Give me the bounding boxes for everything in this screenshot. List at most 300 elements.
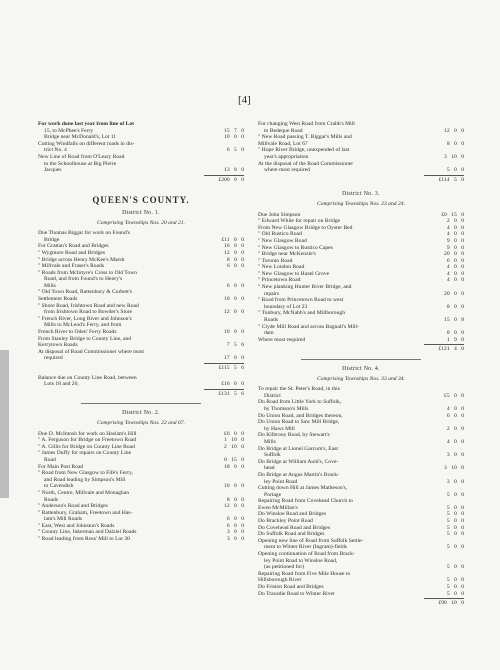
entry-text: Suffolk	[264, 452, 281, 459]
entry-amount: 5 0 0	[446, 564, 464, 571]
entry-amount: 8 0 0	[226, 256, 244, 263]
entry-text: repairs	[264, 290, 280, 297]
entry-amount: 5 0 0	[446, 577, 464, 584]
entry-text: Opening new line of Road from Suffolk Settle-	[258, 537, 364, 544]
entry-row	[38, 450, 244, 457]
entry-amount: 0 15 0	[224, 456, 244, 463]
entry-row	[258, 238, 464, 245]
district-1-total-row	[38, 391, 244, 398]
entry-text: Do Kilbrony Road, by Stewart's	[258, 432, 330, 439]
entry-text: Cutting Windfalls on different roads in dis-	[38, 140, 135, 147]
entry-row	[38, 490, 244, 497]
entry-row	[38, 121, 244, 128]
entry-text: " New planking Hunter River Bridge, and	[258, 284, 352, 291]
entry-text: Do Friston Road and Bridges	[258, 584, 324, 590]
entry-amount: 5 0 0	[446, 491, 464, 498]
district-2-title: District No. 2.	[122, 410, 160, 417]
entry-text: " Rattenbury, Graham, Freetown and Has-	[38, 509, 133, 516]
entry-row	[38, 431, 244, 438]
entry-amount: 7 5 6	[226, 342, 244, 349]
entry-row	[258, 531, 464, 538]
entry-row	[38, 303, 244, 310]
entry-row	[38, 263, 244, 270]
entry-amount: 2 10 0	[224, 443, 244, 450]
total-rule	[424, 344, 464, 345]
entry-text: " Road from Princetown Road to west	[258, 297, 344, 304]
entry-row	[38, 237, 244, 244]
entry-amount: 6 0 0	[226, 263, 244, 270]
entry-row	[258, 337, 464, 344]
entry-row	[258, 544, 464, 551]
entry-row	[258, 564, 464, 571]
entry-row	[38, 477, 244, 484]
entry-text: head	[264, 465, 275, 472]
entry-text: Bridge	[44, 236, 60, 243]
entry-row	[258, 154, 464, 161]
entry-amount: 3 10 0	[444, 465, 464, 472]
county-heading: QUEEN'S COUNTY.	[92, 195, 190, 206]
district-1-balance-text: Balance due on County Line Road, between	[38, 374, 137, 381]
entry-text: Do Tracadie Road to Winter River	[258, 590, 335, 597]
entry-amount: 5 0 0	[446, 511, 464, 518]
entry-amount: 6 0 0	[226, 522, 244, 529]
entry-text: " Millvale and Fraser's Roads	[38, 263, 105, 270]
district-1-subtitle: Comprising Townships Nos. 20 and 21.	[97, 219, 185, 226]
entry-row	[38, 167, 244, 174]
entry-row	[258, 218, 464, 225]
entry-text: Road, and from Found's to Henry's	[44, 276, 123, 283]
entry-row	[258, 147, 464, 154]
entry-text: Repairing Road from Covehead Church to	[258, 498, 353, 505]
district-3-total: £121 4 0	[438, 346, 464, 353]
entry-text: Opening continuation of Road from Brack-	[258, 551, 355, 558]
entry-row	[258, 413, 464, 420]
district-1-balance-text2: Lots 18 and 20,	[44, 381, 79, 388]
entry-amount: 8 0 0	[446, 140, 464, 147]
entry-row	[38, 296, 244, 303]
entry-row	[38, 250, 244, 257]
entry-text: lam's Mill Roads	[44, 516, 82, 523]
section-divider	[81, 403, 201, 404]
entry-row	[38, 510, 244, 517]
entry-row	[38, 329, 244, 336]
entry-text: " New Glasgow to Rustico Capes	[258, 244, 333, 251]
right-column	[258, 121, 464, 607]
entry-text: " Old Rustico Road	[258, 231, 302, 238]
entry-row	[38, 349, 244, 356]
entry-row	[258, 264, 464, 271]
entry-text: dam	[264, 330, 274, 337]
entry-amount: 5 0 0	[446, 504, 464, 511]
entry-row	[258, 271, 464, 278]
total-rule	[204, 389, 244, 390]
entry-row	[258, 452, 464, 459]
entry-text: boundary of Lot 23	[264, 303, 308, 310]
entry-row	[258, 291, 464, 298]
entry-amount: 6 0 0	[446, 412, 464, 419]
entry-text: Do Bridge at Angus Martin's Brack-	[258, 471, 340, 478]
entry-row	[38, 309, 244, 316]
entry-text: Hillsborough River	[258, 577, 302, 584]
entry-amount: 4 0 0	[446, 277, 464, 284]
entry-amount: 6 5 0	[226, 147, 244, 154]
entry-amount: 6 0 0	[446, 257, 464, 264]
entry-row	[258, 538, 464, 545]
entry-row	[38, 141, 244, 148]
entry-text: French River to Oden' Ferry Roads	[38, 329, 117, 336]
right-top-total-row	[258, 177, 464, 184]
entry-row	[38, 161, 244, 168]
entry-amount: 3 0 0	[446, 478, 464, 485]
entry-text: Do Union Road, and Bridges thereon,	[258, 412, 343, 419]
entry-row	[258, 231, 464, 238]
total-rule	[424, 598, 464, 599]
entry-amount: 4 0 0	[446, 438, 464, 445]
entry-amount: 5 0 0	[446, 590, 464, 597]
entry-amount: 15 7 0	[224, 127, 244, 134]
entry-text: Kerrytown Roads	[38, 342, 78, 349]
entry-text: To repair the St. Peter's Road, in this	[258, 386, 340, 393]
entry-amount: 6 0 0	[226, 516, 244, 523]
entry-row	[258, 393, 464, 400]
entry-row	[258, 479, 464, 486]
entry-text: " Road from New Glasgow to Fife's Ferry,	[38, 470, 133, 477]
entry-text: Where most required	[258, 336, 306, 343]
entry-row	[258, 498, 464, 505]
entry-row	[258, 284, 464, 291]
entry-amount: 20 0 0	[444, 251, 464, 258]
entry-text: Due Thomas Biggar for work on Found's	[38, 230, 130, 237]
entry-row	[38, 503, 244, 510]
entry-text: required	[44, 355, 63, 362]
total-rule	[424, 175, 464, 176]
entry-text: ley Point Road to Winsloe Road,	[264, 557, 338, 564]
district-4-entries	[258, 386, 464, 597]
entry-amount: 8 0 0	[446, 330, 464, 337]
entry-row	[38, 437, 244, 444]
entry-row	[38, 483, 244, 490]
entry-row	[258, 419, 464, 426]
entry-text: Do Covehead Road and Bridges	[258, 524, 331, 531]
entry-row	[38, 457, 244, 464]
entry-amount: 5 0 0	[446, 584, 464, 590]
entry-text: Road	[44, 456, 56, 463]
entry-row	[258, 225, 464, 232]
entry-amount: 4 0 0	[446, 224, 464, 231]
entry-row	[38, 289, 244, 296]
entry-row	[38, 316, 244, 323]
district-1-total: £131 5 6	[218, 390, 244, 397]
entry-amount: 3 0 0	[226, 536, 244, 543]
entry-text: Do Union Road to Saw Mill Bridge,	[258, 419, 340, 426]
entry-row	[38, 257, 244, 264]
entry-amount: 1 10 0	[224, 437, 244, 444]
entry-row	[258, 459, 464, 466]
entry-row	[38, 355, 244, 362]
entry-text: " A. Ferguson for Bridge on Freetown Road	[38, 437, 137, 444]
district-3-entries	[258, 212, 464, 344]
right-top-entries	[258, 121, 464, 174]
entry-text: Do Winsloe Road and Bridges	[258, 511, 327, 518]
entry-row	[258, 446, 464, 453]
entry-text: " Bridge across Henry McKee's Marsh	[38, 256, 125, 263]
entry-text: Do Brackley Point Road	[258, 518, 313, 525]
total-rule	[204, 175, 244, 176]
entry-text: Do Bridge at William Auld's, Cove-	[258, 458, 339, 465]
entry-text: to Cavendish	[44, 483, 74, 490]
entry-text: Mills	[44, 282, 56, 289]
entry-row	[258, 426, 464, 433]
entry-text: 15, to McPhee's Ferry	[44, 127, 94, 134]
entry-row	[38, 464, 244, 471]
entry-amount: 9 0 0	[446, 237, 464, 244]
entry-amount: 8 0 0	[226, 496, 244, 503]
entry-row	[258, 399, 464, 406]
entry-text: " East, West and Johnston's Roads	[38, 522, 115, 529]
entry-amount: £6 0 0	[224, 430, 244, 437]
entry-row	[258, 485, 464, 492]
entry-text: " James Duffy for repairs on County Line	[38, 450, 132, 457]
entry-text: Millvale Road, Lot 67	[258, 140, 308, 147]
entry-text: to Bedeque Road	[264, 127, 303, 134]
entry-text: " A. Gillis for Bridge on County Line Road	[38, 443, 135, 450]
binding-edge	[0, 350, 9, 498]
entry-text: " Tunbury, McNabb's and Millborough	[258, 310, 345, 317]
entry-row	[38, 270, 244, 277]
section-divider	[301, 359, 421, 360]
district-4-subtitle: Comprising Townships Nos. 33 and 34.	[317, 375, 405, 382]
entry-text: For Grattan's Road and Bridges	[38, 243, 109, 250]
entry-amount: 5 0 0	[446, 524, 464, 531]
entry-text: " Bridge near McKenzie's	[258, 251, 316, 258]
entry-row	[38, 529, 244, 536]
entry-text: from Irishtown Road to Bowder's Store	[44, 309, 133, 316]
entry-text: From Stanley Bridge to County Line, and	[38, 335, 132, 342]
entry-row	[38, 134, 244, 141]
entry-row	[258, 406, 464, 413]
entry-text: For work done last year from line of Lot	[38, 121, 135, 127]
entry-amount: 1 9 0	[446, 336, 464, 343]
entry-row	[258, 310, 464, 317]
entry-text: For Main Post Road	[38, 463, 84, 470]
district-1-balance-row	[38, 375, 244, 382]
entry-text: " Old Town Road, Rattenbury & Corbett's	[38, 289, 132, 296]
district-1-balance-row2	[38, 381, 244, 388]
entry-amount: 12 0 0	[444, 127, 464, 134]
entry-amount: 12 0 0	[224, 249, 244, 256]
entry-row	[258, 167, 464, 174]
entry-amount: 12 0 0	[224, 309, 244, 316]
entry-text: " New Glasgow to Hazel Grove	[258, 270, 330, 277]
entry-row	[38, 283, 244, 290]
entry-row	[258, 558, 464, 565]
entry-amount: £5 0 0	[444, 392, 464, 399]
entry-row	[258, 551, 464, 558]
entry-amount: 2 0 0	[446, 425, 464, 432]
right-top-total: £114 5 0	[438, 176, 464, 183]
entry-amount: 3 0 0	[226, 529, 244, 536]
district-1-subtotal: £115 5 6	[218, 365, 244, 371]
entry-text: " New London Road	[258, 264, 305, 271]
entry-amount: 3 10 0	[444, 153, 464, 160]
entry-text: At disposal of Road Commissioner where most	[38, 348, 144, 355]
left-top-entries	[38, 121, 244, 174]
entry-row	[258, 492, 464, 499]
entry-text: " North, Centre, Millvale and Monaghan	[38, 489, 129, 496]
entry-amount: 5 0 0	[446, 167, 464, 174]
entry-amount: 18 0 0	[224, 463, 244, 470]
entry-row	[258, 212, 464, 219]
entry-amount: 5 0 0	[446, 518, 464, 525]
entry-text: " New Road passing T. Biggar's Mills and	[258, 134, 352, 141]
entry-text: Roads	[44, 496, 58, 503]
entry-row	[258, 439, 464, 446]
entry-row	[258, 577, 464, 584]
entry-text: " County Line, Inkerman and Dalziel Roads	[38, 529, 137, 536]
entry-row	[258, 591, 464, 598]
entry-amount: 4 0 0	[446, 270, 464, 277]
entry-text: Do Suffolk Road and Bridges	[258, 531, 325, 538]
entry-row	[258, 584, 464, 591]
entry-text: Jacques	[44, 167, 62, 174]
entry-text: by Haws Mill	[264, 425, 295, 432]
entry-row	[38, 243, 244, 250]
entry-amount: 10 0 0	[224, 329, 244, 336]
entry-text: New Line of Road from O'Leary Road	[38, 153, 125, 160]
entry-amount: 10 0 0	[224, 483, 244, 490]
entry-text: by Thomson's Mills	[264, 405, 309, 412]
entry-text: " Princetown Road	[258, 277, 301, 284]
entry-row	[258, 134, 464, 141]
district-1-entries	[38, 230, 244, 362]
entry-text: year's appropriation	[264, 153, 309, 160]
entry-text: Due D. McIntosh for work on Haslam's Hill	[38, 430, 137, 437]
district-3-subtitle: Comprising Townships Nos. 23 and 24.	[317, 200, 405, 207]
entry-amount: 12 0 0	[224, 503, 244, 510]
left-top-total-row	[38, 177, 244, 184]
district-4-total-row	[258, 600, 464, 607]
entry-text: " Edward White for repair on Bridge	[258, 218, 341, 225]
entry-text: Due John Simpson	[258, 211, 301, 218]
entry-row	[258, 121, 464, 128]
entry-row	[258, 161, 464, 168]
total-rule	[204, 363, 244, 364]
entry-row	[258, 258, 464, 265]
entry-text: Bridge near McDonald's, Lot 11	[44, 134, 117, 141]
entry-row	[258, 472, 464, 479]
entry-row	[38, 154, 244, 161]
entry-text: From New Glasgow Bridge to Oyster Bed	[258, 224, 353, 231]
entry-row	[258, 304, 464, 311]
entry-row	[38, 497, 244, 504]
entry-text: Settlement Roads	[38, 296, 78, 303]
entry-row	[258, 277, 464, 284]
entry-text: and Road leading by Simpson's Mill	[44, 476, 126, 483]
entry-amount: 10 0 0	[224, 134, 244, 141]
entry-amount: £11 0 0	[221, 236, 244, 243]
entry-amount: 6 0 0	[226, 282, 244, 289]
entry-amount: 5 0 0	[446, 531, 464, 538]
entry-amount: 13 8 0	[224, 167, 244, 174]
entry-text: " Toronto Road	[258, 257, 293, 264]
entry-text: " Anderson's Road and Bridges	[38, 503, 108, 510]
entry-amount: 4 0 0	[446, 264, 464, 271]
entry-text: ment to Winter River (Ingram)-fields	[264, 544, 347, 551]
entry-row	[38, 336, 244, 343]
entry-text: " Roads from McIntyre's Cross to Old Town	[38, 269, 137, 276]
district-4-total: £90 10 0	[438, 600, 464, 607]
entry-text: where most required	[264, 167, 310, 174]
entry-text: For changing West Road from Crabb's Mill	[258, 121, 355, 127]
entry-row	[258, 141, 464, 148]
entry-amount: 2 0 0	[446, 218, 464, 225]
entry-row	[38, 516, 244, 523]
page-number: [4]	[238, 94, 251, 106]
district-2-subtitle: Comprising Townships Nos. 22 and 67.	[97, 419, 185, 426]
entry-text: ley Point Road	[264, 478, 298, 485]
entry-row	[258, 432, 464, 439]
entry-amount: 20 0 0	[444, 290, 464, 297]
entry-text: (as petitioned for)	[264, 564, 305, 571]
entry-row	[258, 251, 464, 258]
entry-amount: 5 0 0	[446, 544, 464, 551]
entry-text: Roads	[264, 317, 278, 324]
entry-amount: 17 0 0	[224, 355, 244, 362]
entry-amount: 8 0 0	[446, 303, 464, 310]
entry-row	[38, 470, 244, 477]
district-3-total-row	[258, 346, 464, 353]
entry-row	[258, 317, 464, 324]
district-1-balance-amount: £16 0 0	[221, 381, 244, 388]
district-1-subtotal-row	[38, 365, 244, 372]
entry-text: Repairing Road from Five Mile House to	[258, 570, 351, 577]
entry-row	[258, 505, 464, 512]
entry-row	[38, 523, 244, 530]
entry-row	[38, 276, 244, 283]
entry-row	[258, 324, 464, 331]
entry-text: " New Glasgow Road	[258, 237, 307, 244]
left-column	[38, 121, 244, 543]
entry-row	[38, 536, 244, 543]
entry-text: to the Schoolhouse at Big Pierre	[44, 160, 117, 167]
entry-amount: 4 0 0	[446, 231, 464, 238]
entry-row	[258, 511, 464, 518]
entry-amount: 3 0 0	[446, 452, 464, 459]
entry-row	[258, 518, 464, 525]
entry-text: Mills to McLeod's Ferry, and from	[44, 322, 122, 329]
entry-text: trict No. 4	[44, 147, 67, 154]
entry-row	[258, 245, 464, 252]
district-4-title: District No. 4.	[342, 366, 380, 372]
entry-row	[38, 342, 244, 349]
entry-row	[38, 322, 244, 329]
entry-text: Portage	[264, 491, 282, 498]
entry-row	[38, 230, 244, 237]
entry-text: " French River, Long River and Johnson's	[38, 315, 132, 322]
entry-amount: 15 0 8	[444, 317, 464, 324]
entry-row	[258, 297, 464, 304]
entry-text: Do Road from Little York to Suffolk,	[258, 399, 342, 406]
entry-row	[38, 444, 244, 451]
entry-text: Do Bridge at Lionel Garcum's, East	[258, 445, 338, 452]
entry-row	[258, 571, 464, 578]
entry-row	[38, 128, 244, 135]
entry-text: Mills	[264, 438, 276, 445]
entry-text: District	[264, 392, 281, 399]
entry-amount: 16 0 0	[224, 243, 244, 250]
entry-amount: 10 0 0	[224, 296, 244, 303]
entry-text: Ewen McMillan's	[258, 504, 298, 511]
